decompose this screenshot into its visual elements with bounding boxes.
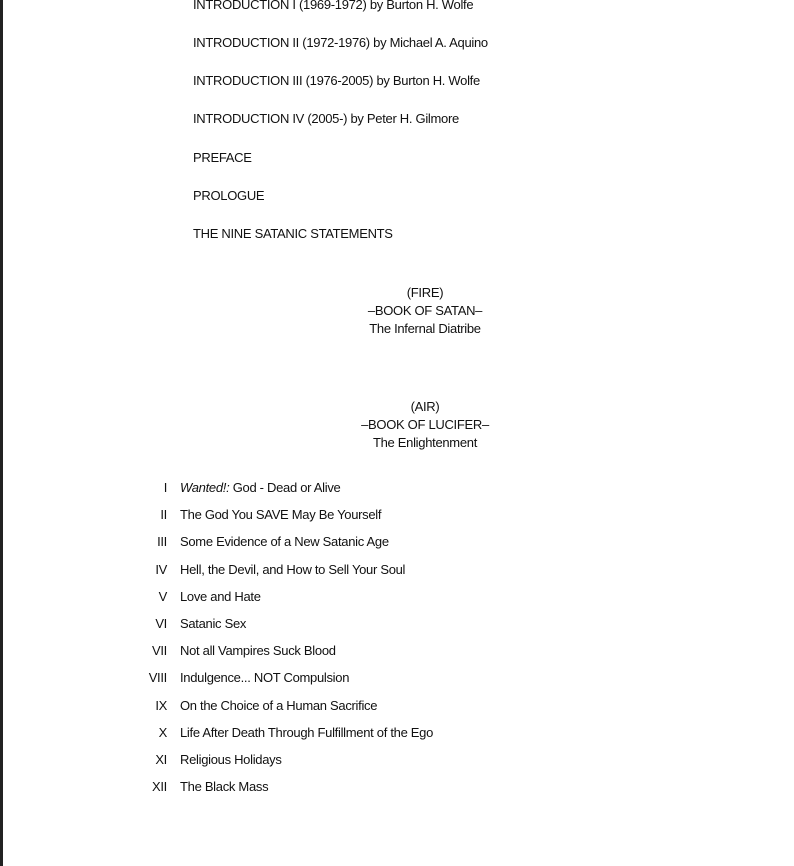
toc-entry-introduction-1: INTRODUCTION I (1969-1972) by Burton H. Wolfe bbox=[193, 0, 474, 12]
chapter-number: II bbox=[160, 507, 167, 523]
chapter-number: VII bbox=[152, 643, 167, 659]
toc-entry-nine-statements: THE NINE SATANIC STATEMENTS bbox=[193, 226, 393, 241]
chapter-title: Religious Holidays bbox=[180, 751, 282, 767]
toc-entry-prologue: PROLOGUE bbox=[193, 188, 265, 203]
chapter-number: VI bbox=[155, 616, 167, 632]
section-element-label: (FIRE) bbox=[406, 285, 444, 300]
chapter-list bbox=[140, 474, 433, 800]
chapter-number: I bbox=[163, 480, 167, 496]
chapter-number: IX bbox=[155, 697, 167, 713]
chapter-title-italic: Wanted!: bbox=[180, 480, 230, 496]
chapter-number: V bbox=[158, 588, 167, 604]
chapter-number: IV bbox=[155, 561, 167, 577]
section-book-of-satan bbox=[300, 284, 550, 338]
page-border bbox=[0, 0, 3, 866]
chapter-row bbox=[140, 664, 433, 691]
section-book-of-lucifer bbox=[300, 398, 550, 452]
chapter-row bbox=[140, 746, 433, 773]
chapter-title: Satanic Sex bbox=[180, 616, 247, 632]
chapter-title-text: God - Dead or Alive bbox=[229, 480, 341, 496]
chapter-number: VIII bbox=[148, 670, 167, 686]
chapter-row bbox=[140, 637, 433, 664]
toc-entry-introduction-4: INTRODUCTION IV (2005-) by Peter H. Gilmore bbox=[193, 111, 459, 126]
section-element-label: (AIR) bbox=[410, 399, 440, 414]
chapter-row bbox=[140, 692, 433, 719]
chapter-title: Life After Death Through Fulfillment of the Ego bbox=[180, 724, 434, 740]
chapter-title: Love and Hate bbox=[180, 588, 261, 604]
chapter-title: The God You SAVE May Be Yourself bbox=[180, 507, 382, 523]
chapter-title: Hell, the Devil, and How to Sell Your Soul bbox=[180, 561, 406, 577]
chapter-row bbox=[140, 583, 433, 610]
section-subtitle: The Infernal Diatribe bbox=[369, 321, 481, 336]
chapter-number: III bbox=[157, 534, 167, 550]
chapter-title: The Black Mass bbox=[180, 779, 269, 795]
chapter-row bbox=[140, 610, 433, 637]
chapter-title: Not all Vampires Suck Blood bbox=[180, 643, 336, 659]
chapter-number: X bbox=[158, 724, 167, 740]
section-book-title: –BOOK OF SATAN– bbox=[367, 303, 483, 318]
chapter-title: Some Evidence of a New Satanic Age bbox=[180, 534, 389, 550]
chapter-row bbox=[140, 474, 433, 501]
toc-entry-introduction-3: INTRODUCTION III (1976-2005) by Burton H. Wolfe bbox=[193, 73, 480, 88]
chapter-row bbox=[140, 501, 433, 528]
chapter-title: Indulgence... NOT Compulsion bbox=[180, 670, 350, 686]
chapter-title bbox=[180, 480, 340, 495]
chapter-row bbox=[140, 556, 433, 583]
section-book-title: –BOOK OF LUCIFER– bbox=[361, 417, 489, 432]
toc-entry-preface: PREFACE bbox=[193, 150, 252, 165]
chapter-number: XI bbox=[155, 751, 167, 767]
toc-entry-introduction-2: INTRODUCTION II (1972-1976) by Michael A. Aquino bbox=[193, 35, 488, 50]
chapter-number: XII bbox=[152, 779, 167, 795]
chapter-row bbox=[140, 719, 433, 746]
chapter-row bbox=[140, 528, 433, 555]
chapter-title: On the Choice of a Human Sacrifice bbox=[180, 697, 378, 713]
chapter-row bbox=[140, 773, 433, 800]
section-subtitle: The Enlightenment bbox=[372, 435, 478, 450]
